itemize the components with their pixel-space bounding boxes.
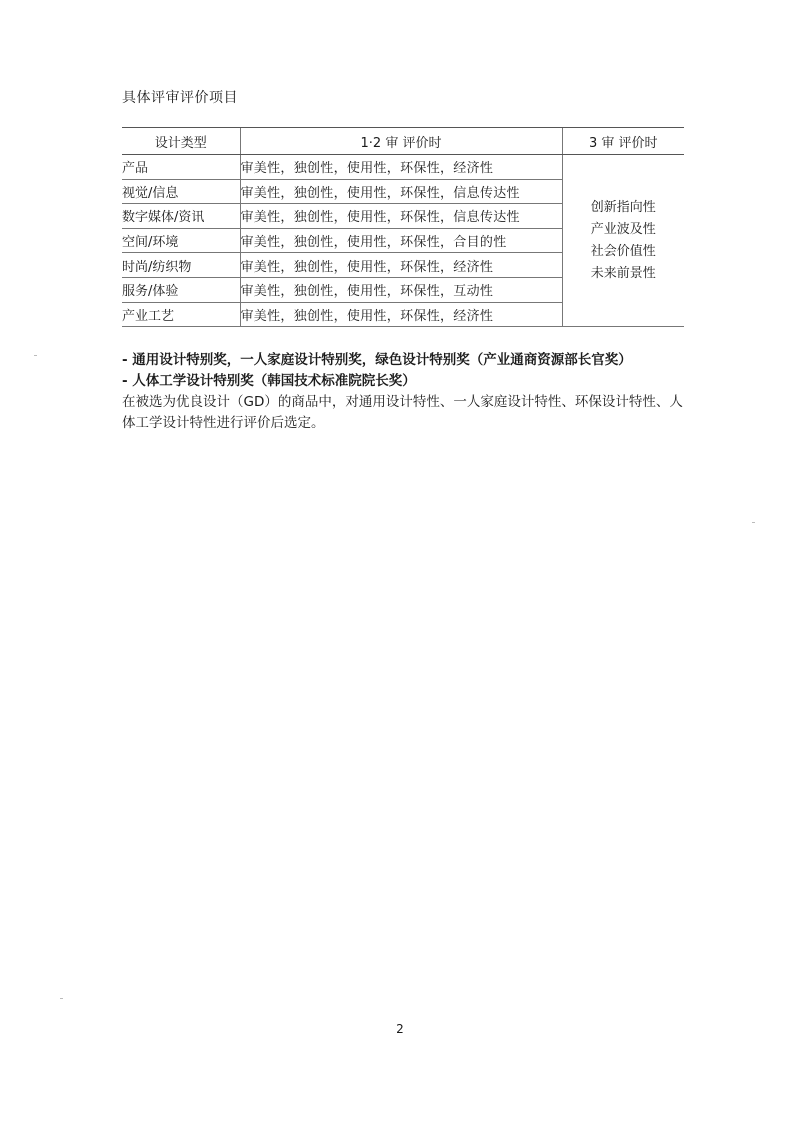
third-round-item: 社会价值性 (590, 243, 656, 259)
third-round-item: 产业波及性 (590, 221, 656, 237)
scan-mark (752, 522, 755, 523)
design-type-cell: 产品 (122, 155, 240, 180)
criteria-cell: 审美性，独创性，使用性，环保性，信息传达性 (240, 179, 562, 204)
third-round-item: 未来前景性 (590, 265, 656, 281)
evaluation-table (122, 127, 684, 327)
scan-mark (60, 998, 63, 999)
special-award-note: - 通用设计特别奖，一人家庭设计特别奖，绿色设计特别奖（产业通商资源部长官奖） (122, 352, 632, 368)
design-type-cell: 数字媒体/资讯 (122, 204, 240, 229)
header-design-type: 设计类型 (122, 128, 240, 155)
special-awards-section (122, 350, 692, 434)
design-type-cell: 空间/环境 (122, 228, 240, 253)
design-type-cell: 产业工艺 (122, 302, 240, 327)
criteria-cell: 审美性，独创性，使用性，环保性，经济性 (240, 155, 562, 180)
page-number: 2 (396, 1022, 404, 1036)
special-award-note: - 人体工学设计特别奖（韩国技术标准院院长奖） (122, 373, 416, 389)
page-heading: 具体评审评价项目 (122, 90, 238, 106)
criteria-cell: 审美性，独创性，使用性，环保性，经济性 (240, 253, 562, 278)
criteria-cell: 审美性，独创性，使用性，环保性，信息传达性 (240, 204, 562, 229)
scan-mark (34, 355, 37, 356)
header-round-3: 3 审 评价时 (562, 128, 684, 155)
third-round-item: 创新指向性 (590, 199, 656, 215)
header-round-1-2: 1·2 审 评价时 (240, 128, 562, 155)
third-round-criteria-cell (562, 155, 684, 327)
criteria-cell: 审美性，独创性，使用性，环保性，互动性 (240, 277, 562, 302)
criteria-cell: 审美性，独创性，使用性，环保性，合目的性 (240, 228, 562, 253)
criteria-cell: 审美性，独创性，使用性，环保性，经济性 (240, 302, 562, 327)
special-award-description: 在被选为优良设计（GD）的商品中，对通用设计特性、一人家庭设计特性、环保设计特性、人体工学设计特性进行评价后选定。 (122, 394, 683, 431)
table-row (122, 155, 684, 180)
table-header-row (122, 128, 684, 155)
design-type-cell: 视觉/信息 (122, 179, 240, 204)
design-type-cell: 服务/体验 (122, 277, 240, 302)
design-type-cell: 时尚/纺织物 (122, 253, 240, 278)
